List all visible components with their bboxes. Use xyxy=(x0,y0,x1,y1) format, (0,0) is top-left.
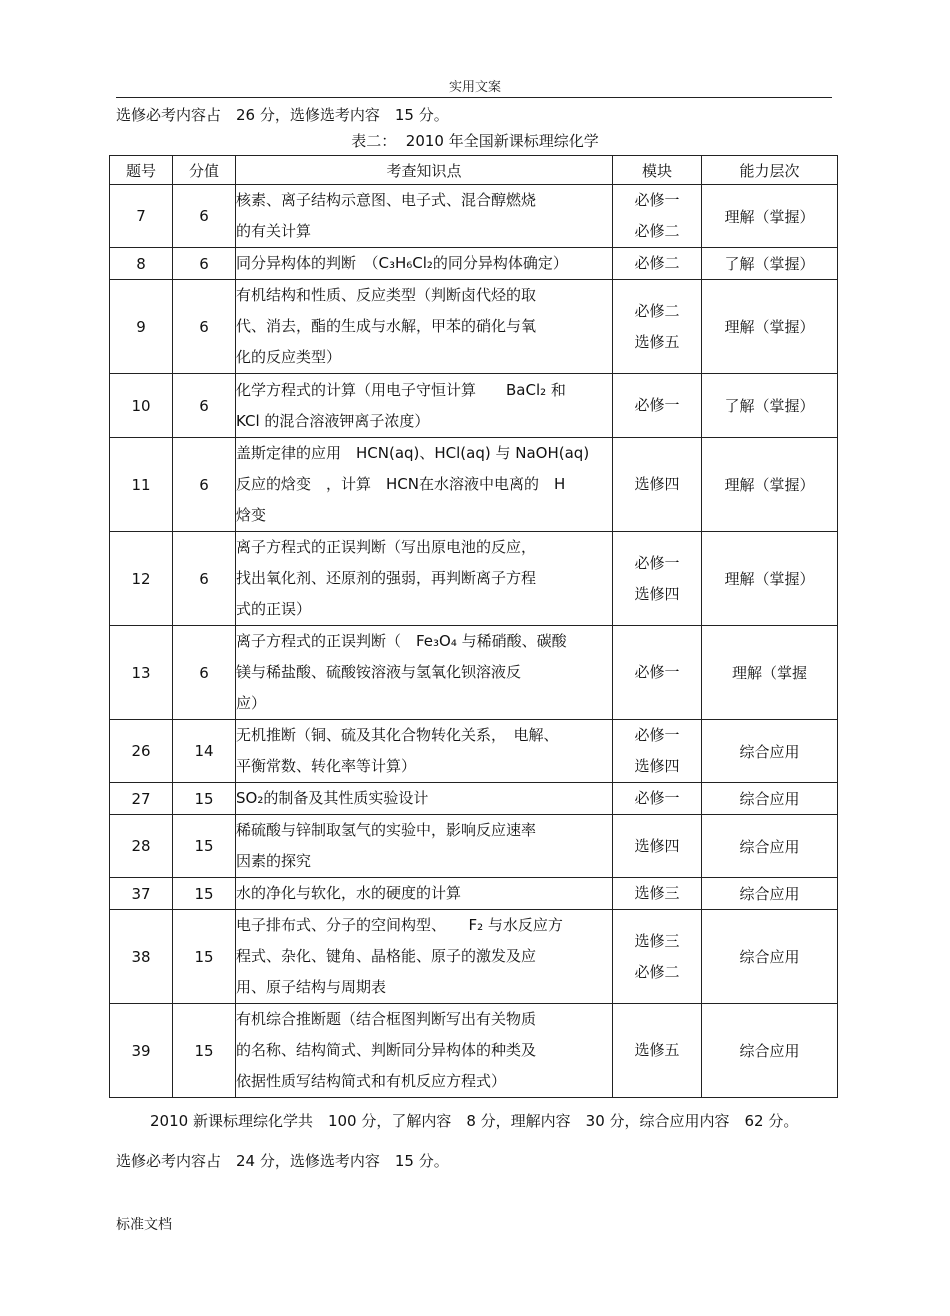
cell-level: 理解（掌握） xyxy=(702,438,838,532)
cell-points: 6 xyxy=(173,248,236,280)
cell-level: 理解（掌握） xyxy=(702,532,838,626)
column-header-number: 题号 xyxy=(110,156,173,185)
cell-points: 15 xyxy=(173,783,236,815)
cell-points: 15 xyxy=(173,910,236,1004)
page-header-title: 实用文案 xyxy=(448,80,501,95)
cell-number: 10 xyxy=(110,374,173,438)
cell-module: 必修一 选修四 xyxy=(613,720,702,783)
cell-level: 理解（掌握） xyxy=(702,280,838,374)
cell-topic: 离子方程式的正误判断（写出原电池的反应， 找出氧化剂、还原剂的强弱，再判断离子方程 式的正误） xyxy=(236,532,613,626)
cell-topic: 离子方程式的正误判断（ Fe₃O₄ 与稀硝酸、碳酸 镁与稀盐酸、硫酸铵溶液与氢氧化钡溶液反 应） xyxy=(236,626,613,720)
table-body xyxy=(110,185,838,1098)
cell-topic: 化学方程式的计算（用电子守恒计算 BaCl₂ 和 KCl 的混合溶液钾离子浓度） xyxy=(236,374,613,438)
cell-topic: 电子排布式、分子的空间构型、 F₂ 与水反应方 程式、杂化、键角、晶格能、原子的激发及应 用、原子结构与周期表 xyxy=(236,910,613,1004)
column-header-topic: 考查知识点 xyxy=(236,156,613,185)
intro-line: 选修必考内容占 26 分，选修选考内容 15 分。 xyxy=(116,106,449,124)
column-header-level: 能力层次 xyxy=(702,156,838,185)
cell-number: 9 xyxy=(110,280,173,374)
knowledge-table xyxy=(109,155,838,1098)
cell-points: 14 xyxy=(173,720,236,783)
table-row xyxy=(110,532,838,626)
cell-topic: 无机推断（铜、硫及其化合物转化关系， 电解、 平衡常数、转化率等计算） xyxy=(236,720,613,783)
cell-module: 必修一 必修二 xyxy=(613,185,702,248)
cell-level: 综合应用 xyxy=(702,878,838,910)
header-divider xyxy=(116,97,832,98)
cell-level: 理解（掌握） xyxy=(702,185,838,248)
table-row xyxy=(110,720,838,783)
cell-module: 必修二 选修五 xyxy=(613,280,702,374)
cell-module: 选修三 必修二 xyxy=(613,910,702,1004)
cell-number: 8 xyxy=(110,248,173,280)
cell-module: 必修一 xyxy=(613,783,702,815)
summary-line-1: 2010 新课标理综化学共 100 分，了解内容 8 分，理解内容 30 分，综合应用内容 62 分。 xyxy=(150,1112,799,1130)
table-row xyxy=(110,374,838,438)
cell-level: 综合应用 xyxy=(702,720,838,783)
cell-topic: 有机结构和性质、反应类型（判断卤代烃的取 代、消去，酯的生成与水解，甲苯的硝化与氧 化的反应类型） xyxy=(236,280,613,374)
cell-level: 综合应用 xyxy=(702,783,838,815)
table-row xyxy=(110,438,838,532)
cell-topic: 水的净化与软化，水的硬度的计算 xyxy=(236,878,613,910)
cell-points: 6 xyxy=(173,626,236,720)
cell-topic: SO₂的制备及其性质实验设计 xyxy=(236,783,613,815)
cell-level: 综合应用 xyxy=(702,910,838,1004)
cell-number: 37 xyxy=(110,878,173,910)
cell-module: 选修四 xyxy=(613,815,702,878)
cell-module: 必修二 xyxy=(613,248,702,280)
cell-module: 选修三 xyxy=(613,878,702,910)
table-header-row xyxy=(110,156,838,185)
cell-topic: 有机综合推断题（结合框图判断写出有关物质 的名称、结构简式、判断同分异构体的种类及 依据性质写结构简式和有机反应方程式） xyxy=(236,1004,613,1098)
cell-level: 了解（掌握） xyxy=(702,374,838,438)
cell-level: 理解（掌握 xyxy=(702,626,838,720)
cell-level: 综合应用 xyxy=(702,1004,838,1098)
cell-module: 必修一 选修四 xyxy=(613,532,702,626)
summary-line-2: 选修必考内容占 24 分，选修选考内容 15 分。 xyxy=(116,1152,449,1170)
cell-topic: 稀硫酸与锌制取氢气的实验中，影响反应速率 因素的探究 xyxy=(236,815,613,878)
cell-module: 必修一 xyxy=(613,626,702,720)
cell-topic: 核素、离子结构示意图、电子式、混合醇燃烧 的有关计算 xyxy=(236,185,613,248)
table-row xyxy=(110,783,838,815)
table-row xyxy=(110,878,838,910)
cell-points: 15 xyxy=(173,1004,236,1098)
table-row xyxy=(110,280,838,374)
table-row xyxy=(110,185,838,248)
cell-module: 选修四 xyxy=(613,438,702,532)
table-row xyxy=(110,626,838,720)
cell-number: 12 xyxy=(110,532,173,626)
cell-points: 6 xyxy=(173,374,236,438)
cell-number: 11 xyxy=(110,438,173,532)
cell-topic: 同分异构体的判断 （C₃H₆Cl₂的同分异构体确定） xyxy=(236,248,613,280)
table-caption: 表二： 2010 年全国新课标理综化学 xyxy=(351,132,599,150)
column-header-module: 模块 xyxy=(613,156,702,185)
cell-points: 6 xyxy=(173,280,236,374)
cell-number: 39 xyxy=(110,1004,173,1098)
cell-points: 6 xyxy=(173,185,236,248)
cell-level: 综合应用 xyxy=(702,815,838,878)
column-header-points: 分值 xyxy=(173,156,236,185)
cell-number: 26 xyxy=(110,720,173,783)
table-row xyxy=(110,248,838,280)
table-row xyxy=(110,1004,838,1098)
cell-points: 6 xyxy=(173,532,236,626)
cell-points: 15 xyxy=(173,815,236,878)
cell-number: 27 xyxy=(110,783,173,815)
cell-points: 6 xyxy=(173,438,236,532)
cell-number: 28 xyxy=(110,815,173,878)
cell-number: 7 xyxy=(110,185,173,248)
table-row xyxy=(110,910,838,1004)
cell-number: 38 xyxy=(110,910,173,1004)
cell-topic: 盖斯定律的应用 HCN(aq)、HCl(aq) 与 NaOH(aq) 反应的焓变 ，计算 HCN在水溶液中电离的 H 焓变 xyxy=(236,438,613,532)
cell-module: 必修一 xyxy=(613,374,702,438)
table-row xyxy=(110,815,838,878)
cell-number: 13 xyxy=(110,626,173,720)
cell-module: 选修五 xyxy=(613,1004,702,1098)
cell-level: 了解（掌握） xyxy=(702,248,838,280)
page-footer: 标准文档 xyxy=(116,1217,172,1233)
cell-points: 15 xyxy=(173,878,236,910)
